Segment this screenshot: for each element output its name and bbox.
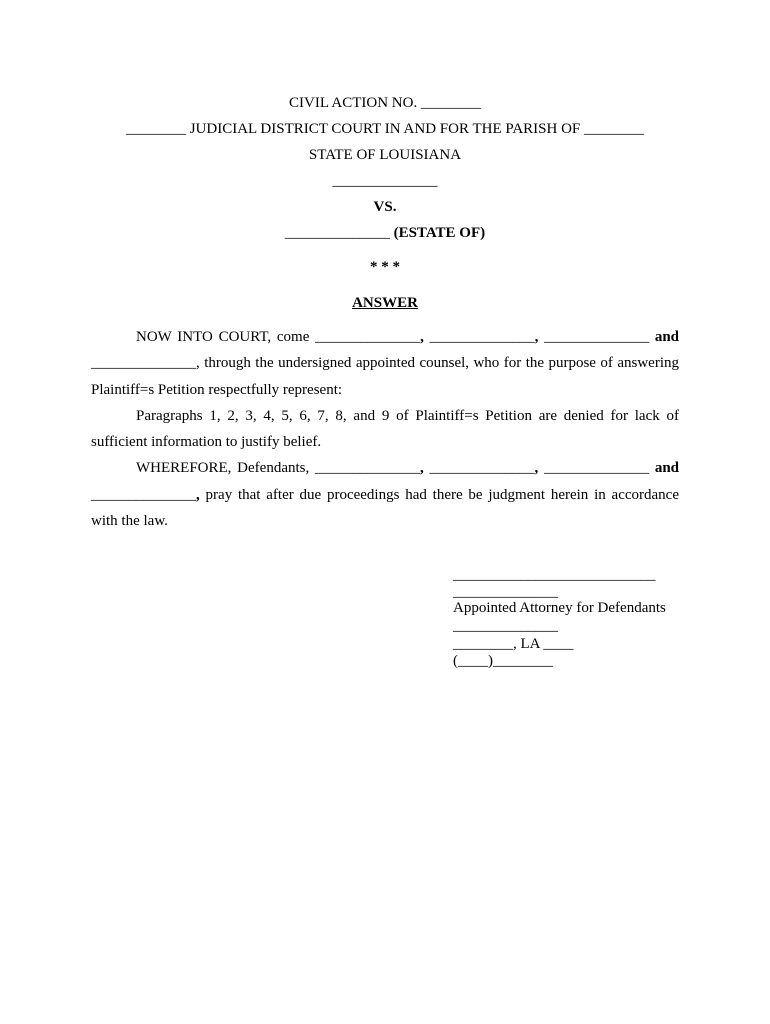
address-blank: ______________ [453,618,558,634]
plaintiff-blank: ______________ [332,173,438,189]
civil-action-number: CIVIL ACTION NO. ________ [289,95,481,111]
separator-asterisks: * * * [370,259,400,275]
state-line: STATE OF LOUISIANA [308,147,462,163]
attorney-title: Appointed Attorney for Defendants [453,600,666,616]
p3-blank-3: ______________ [538,460,655,477]
p3-comma-1: , [420,460,424,477]
p3-comma-4: , [196,486,200,503]
p1-blank-3: ______________ [538,329,655,345]
city-state-line: ________, LA ____ [453,636,574,652]
answer-title: ANSWER [352,295,418,311]
signature-line: ___________________________ [453,567,656,583]
p3-rest: pray that after due proceedings had there be judgment herein in accordance with the law. [91,486,679,530]
answer-body [91,324,679,534]
phone-line: (____)________ [453,653,553,669]
p3-and: and [654,460,680,477]
paragraph-denial: Paragraphs 1, 2, 3, 4, 5, 6, 7, 8, and 9 of Plaintiff=s Petition are denied for lack of sufficient information to justify belief. [91,407,679,451]
paragraph-wherefore [91,455,679,534]
estate-of-label: (ESTATE OF) [389,225,486,241]
p3-comma-2: , [534,460,539,477]
p1-lead: NOW INTO COURT, come ______________ [136,329,421,345]
p3-lead: WHEREFORE, Defendants, ______________ [136,460,421,477]
p1-blank-2: ______________ [423,329,535,345]
p3-blank-4: ______________ [91,486,196,503]
p1-comma-2: , [534,329,539,345]
p1-rest: ______________, through the undersigned appointed counsel, who for the purpose of answering Plaintiff=s Petition respectfully represent: [91,355,679,398]
defendant-blank: ______________ [284,225,390,241]
paragraph-now-into-court [91,324,679,403]
document-heading [0,294,770,312]
attorney-name-blank: ______________ [453,584,558,600]
p1-and: and [654,329,679,345]
versus: VS. [373,199,397,215]
p1-comma-1: , [420,329,424,345]
court-line: ________ JUDICIAL DISTRICT COURT IN AND FOR THE PARISH OF ________ [125,121,645,137]
p3-blank-2: ______________ [423,460,535,477]
defendant-line [0,224,770,242]
